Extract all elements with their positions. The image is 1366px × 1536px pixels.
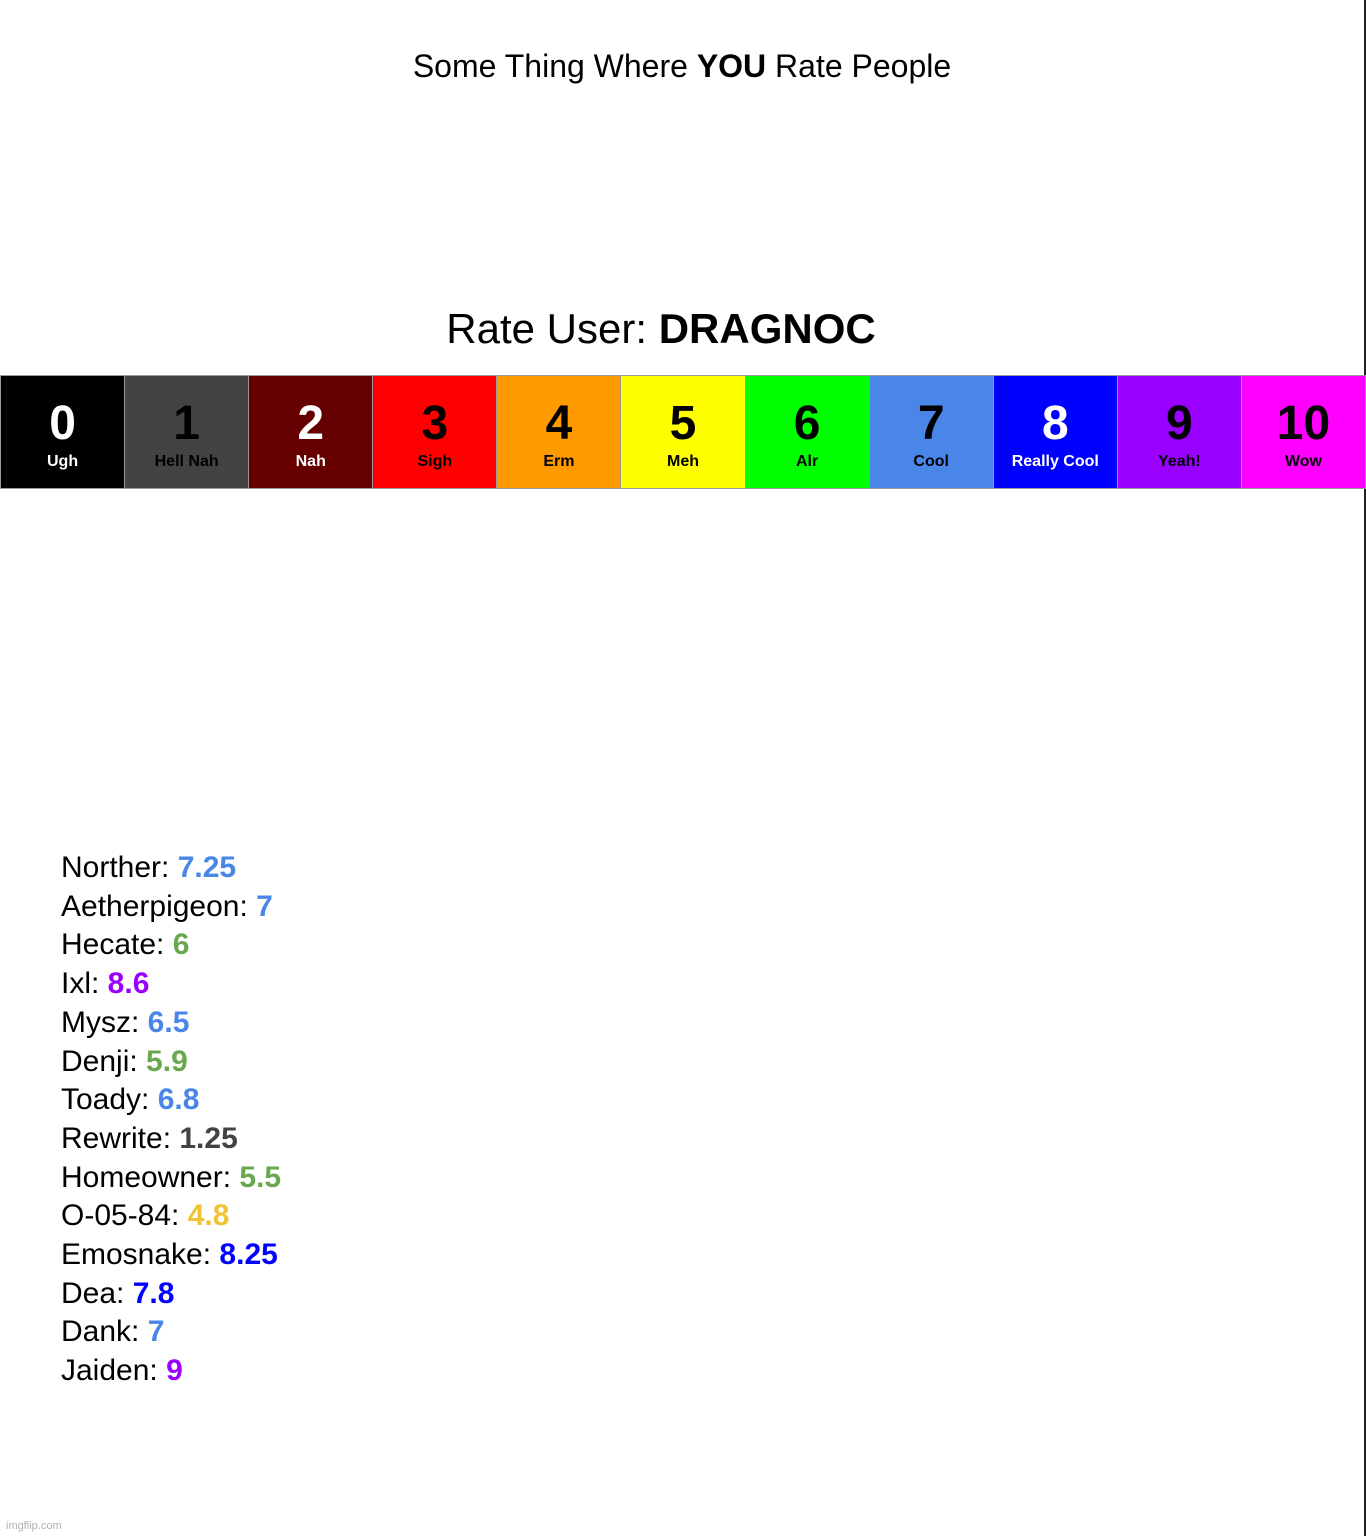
rating-score: 7.25 (177, 851, 237, 884)
rating-entry (61, 849, 281, 888)
scale-label: Wow (1284, 453, 1322, 470)
rating-score: 7.8 (132, 1276, 175, 1310)
rate-user-heading (0, 304, 1322, 354)
rater-name: Dank: (61, 1315, 148, 1349)
scale-value: 0 (49, 397, 76, 450)
scale-cell-10 (1242, 375, 1366, 489)
rating-entry (61, 1236, 281, 1275)
scale-cell-2 (249, 375, 373, 489)
scale-value: 6 (793, 397, 821, 450)
rating-score: 4.8 (187, 1199, 230, 1233)
rating-entry (61, 1159, 281, 1198)
rater-name: Ixl: (61, 967, 108, 1001)
rating-score: 6.8 (157, 1083, 200, 1117)
scale-cell-5 (621, 375, 745, 489)
scale-value: 8 (1041, 397, 1069, 450)
scale-value: 7 (917, 397, 945, 450)
scale-cell-9 (1118, 375, 1242, 489)
rating-entry (61, 965, 281, 1004)
title-emphasis: YOU (696, 48, 767, 84)
rater-name: Norther: (61, 851, 178, 884)
rating-score: 8.6 (107, 967, 150, 1001)
scale-value: 3 (421, 397, 449, 450)
scale-label: Erm (543, 453, 575, 470)
scale-cell-4 (497, 375, 621, 489)
scale-value: 10 (1276, 397, 1331, 450)
rating-score: 6 (172, 928, 190, 962)
scale-label: Cool (913, 453, 949, 470)
imgflip-watermark: imgflip.com (6, 1520, 62, 1532)
scale-value: 9 (1166, 397, 1193, 450)
rater-name: Mysz: (61, 1005, 148, 1039)
ratings-list (61, 849, 281, 1391)
rater-name: Homeowner: (61, 1160, 240, 1194)
rater-name: Rewrite: (61, 1121, 180, 1155)
rating-entry (61, 926, 281, 965)
rated-username: DRAGNOC (658, 305, 876, 352)
rating-scale (0, 375, 1366, 489)
rating-score: 8.25 (219, 1238, 278, 1272)
scale-label: Yeah! (1158, 453, 1201, 470)
rating-score: 9 (166, 1354, 183, 1388)
scale-value: 2 (297, 397, 325, 450)
rating-score: 7 (256, 889, 273, 923)
rating-entry (61, 1081, 281, 1120)
rating-entry (61, 1352, 281, 1391)
title-prefix: Some Thing Where (412, 48, 697, 84)
rating-entry (61, 1313, 281, 1352)
scale-label: Hell Nah (154, 453, 219, 470)
scale-label: Really Cool (1011, 453, 1099, 470)
scale-label: Meh (667, 453, 700, 470)
scale-cell-6 (746, 375, 870, 489)
scale-value: 4 (545, 397, 573, 450)
rater-name: Hecate: (61, 928, 173, 962)
rating-entry (61, 1197, 281, 1236)
scale-cell-7 (870, 375, 994, 489)
scale-cell-1 (125, 375, 249, 489)
scale-label: Nah (295, 453, 326, 470)
rater-name: O-05-84: (61, 1199, 188, 1233)
rating-score: 6.5 (147, 1005, 190, 1039)
rating-entry (61, 1043, 281, 1082)
scale-label: Ugh (46, 453, 79, 470)
rater-name: Denji: (61, 1044, 147, 1078)
rater-name: Toady: (61, 1083, 158, 1117)
scale-label: Alr (795, 453, 819, 470)
rating-entry (61, 1275, 281, 1314)
rating-entry (61, 1120, 281, 1159)
rater-name: Dea: (61, 1276, 133, 1310)
rating-score: 5.9 (146, 1044, 188, 1078)
page-title (0, 46, 1364, 86)
rating-score: 7 (147, 1315, 165, 1349)
rating-score: 1.25 (179, 1121, 238, 1155)
scale-label: Sigh (417, 453, 453, 470)
scale-value: 1 (173, 397, 200, 450)
title-suffix: Rate People (766, 48, 952, 84)
scale-cell-0 (0, 375, 125, 489)
rater-name: Aetherpigeon: (61, 889, 257, 923)
rate-user-label: Rate User: (446, 305, 659, 352)
rating-score: 5.5 (239, 1160, 282, 1194)
scale-cell-3 (373, 375, 497, 489)
rater-name: Emosnake: (61, 1238, 220, 1272)
rating-entry (61, 888, 281, 927)
rating-entry (61, 1004, 281, 1043)
scale-value: 5 (669, 397, 697, 450)
scale-cell-8 (994, 375, 1118, 489)
rater-name: Jaiden: (61, 1354, 167, 1388)
